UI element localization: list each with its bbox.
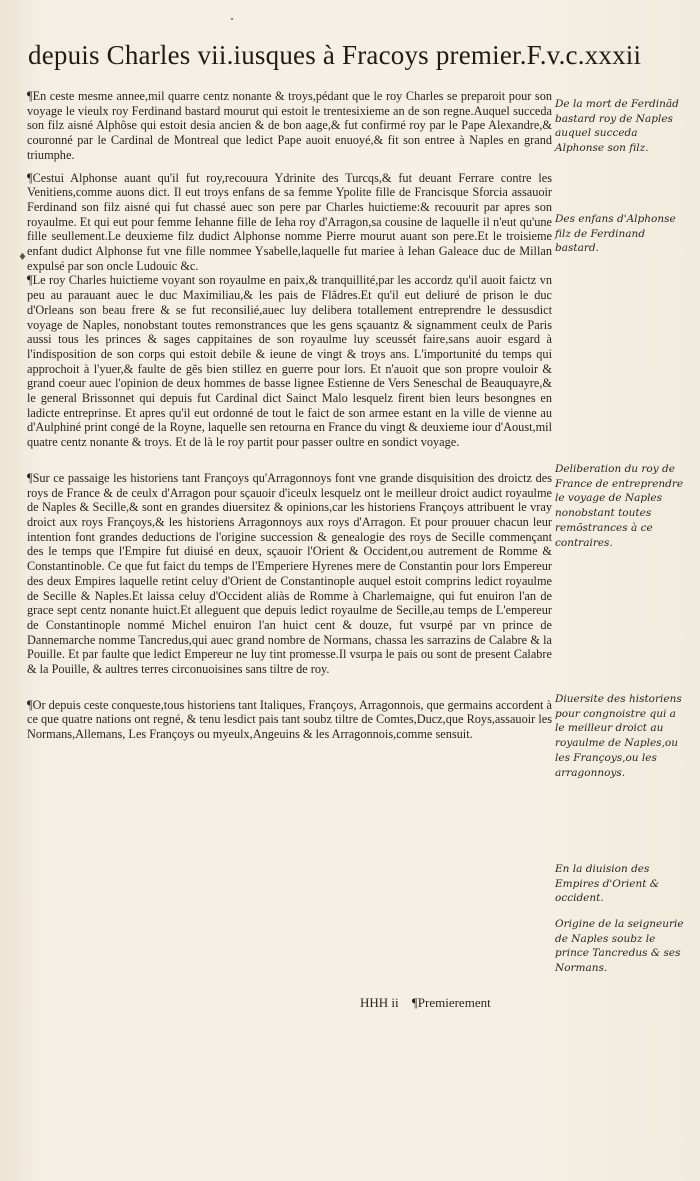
catchword: ¶Premierement [411,995,491,1010]
margin-note-2: Des enfans d'Alphonse filz de Ferdinand bastard. [555,213,676,255]
margin-note-3: Deliberation du roy de France de entreprendre le voyage de Naples nonobstant toutes remõstrances à ce contraires. [555,463,684,549]
main-text-column [27,89,552,742]
signature-mark: HHH ii [360,995,399,1010]
margin-note-4: Diuersite des historiens pour congnoistre qui a le meilleur droict au royaulme de Naples,ou les Françoys,ou les arragonnoys. [555,693,682,779]
margin-note-1: De la mort de Ferdinãd bastard roy de Naples auquel succeda Alphonse son filz. [555,98,679,155]
ink-speck [231,18,233,20]
paragraph-2: ¶Cestui Alphonse auant qu'il fut roy,recouura Ydrinite des Turcqs,& fut deuant Ferrare contre les Venitiens,comme auons dict. Il eut troys enfans de sa femme Ypolite fille de Francisque Sforcia assauoir Ferdinand son filz aisné qui fut chassé auec son pere par Charles huictieme:& recouurit par apres son royaulme. Et qui eut pour femme Iehanne fille de Ieha roy d'Arragon,sa cousine de laquelle il n'eut qu'une fille seullement.Le deuxieme filz dudict Alphonse nomme Pierre mourut auant son pere.Et le troisieme enfant dudict Alphonse fut vne fille nommee Ysabelle,laquelle fut mariee à Iehan Galeace duc de Millan expulsé par son oncle Ludouic &c. [27,170,552,273]
running-head: depuis Charles vii.iusques à Fracoys premier.F.v.c.xxxii [28,40,642,70]
paragraph-1: ¶En ceste mesme annee,mil quarre centz nonante & troys,pédant que le roy Charles se preparoit pour son voyage le vieulx roy Ferdinand bastard mourut qui estoit le trentesixieme an de son regne.Auquel succeda son filz aisné Alphôse qui estoit desia ancien & de bon aage,& fut confirmé roy par le Pape Alexandre,& couronné par le Cardinal de Montreal que ledict Pape auoit enuoyé,& fit son entree à Naples en grand triumphe. [27,89,552,162]
margin-note-6: Origine de la seigneurie de Naples soubz le prince Tancredus & ses Normans. [555,918,684,975]
paragraph-4: ¶Sur ce passaige les historiens tant Françoys qu'Arragonnoys font vne grande disquisition des droictz des roys de France & de ceulx d'Arragon pour sçauoir d'iceulx lesquelz ont le meilleur droict audict royaulme de Naples & Secille,& sont en grandes diuersitez & opinions,car les historiens Françoys attribuent le vray droict aux roys Françoys,& les historiens Arragonnoys aux roys d'Arragon. Et pour prouuer chacun leur intention font grandes deductions de l'origine succession & genealogie des roys de Secille commençant des le temps que l'Empire fut diuisé en deux, sçauoir l'Orient & Occident,ou autrement de Romme & Constantinoble. Ce que fut faict du temps de l'Emperiere Hyrenes mere de Constantin pour lors Empereur des deux Empires laquelle retint celuy d'Orient de Constantinople auquel estoit comprins ledict royaulme de Secille & Naples.Et laissa celuy d'Occident aliàs de Romme à Charlemaigne, qui fut enuiron l'an de grace sept centz nonante huict.Et alleguent que depuis ledict royaulme de Secille,au temps de L'empereur de Constantinople nommé Michel enuiron l'an huict cent & douze, fut vsurpé par vn prince de Dannemarche nomme Tancredus,qui auec grand nombre de Normans, chassa les sarrazins de Calabre & la Pouille. Et par faulte que ledict Empereur ne luy tint promesse.Il vsurpa le pais ou sont de present Calabre & la Pouille, & aultres terres circonuoisines sans tiltre de roy. [27,470,552,677]
paragraph-5: ¶Or depuis ceste conqueste,tous historiens tant Italiques, Françoys, Arragonnois, que germains accordent à ce que quatre nations ont regné, & tenu lesdict pais tant soubz tiltre de Comtes,Ducz,que Roys,assauoir les Normans,Allemans, Les Françoys ou myeulx,Angeuins & les Arragonnois,comme sensuit. [27,697,552,742]
stray-mark: ♦ [18,252,27,263]
margin-note-5: En la diuision des Empires d'Orient & occident. [555,863,660,905]
page-footer [360,995,491,1011]
paragraph-3: ¶Le roy Charles huictieme voyant son royaulme en paix,& tranquillité,par les accordz qu'il auoit faictz vn peu au parauant auec le duc Maximiliau,& les pais de Flãdres.Et qu'il eut deliuré de prison le duc d'Orleans son beau frere & se fut reconsilié,auec luy delibera totallement entreprendre le dessusdict voyage de Naples, nonobstant toutes remonstrances que les gens sçauantz & signamment ceulx de Paris aussi tous les princes & sages cappitaines de son royaulme luy sceussét faire,sans auoir esgard à l'indisposition de son corps qui estoit debile & ieune de vingt & troys ans. L'importunité du temps qui approchoit à l'yuer,& faulte de gẽs bien stillez en guerre pour lors. Et n'auoit que son propre vouloir & grand coeur auec l'opinion de deux hommes de basse lignee Estienne de Vers Seneschal de Beauquayre,& le general Brissonnet qui depuis fut Cardinal dict Sainct Malo lesquelz firent bien leurs besongnes en ladicte entreprinse. Et apres qu'il eut ordonné de tout le faict de son armee estant en la ville de vienne au d'Aulphiné print congé de la Royne, laquelle sen retourna en France du vingt & deuxieme iour d'Aoust,mil quatre centz nonante & troys. Et de là le roy partit pour passer oultre en sondict voyage. [27,273,552,450]
